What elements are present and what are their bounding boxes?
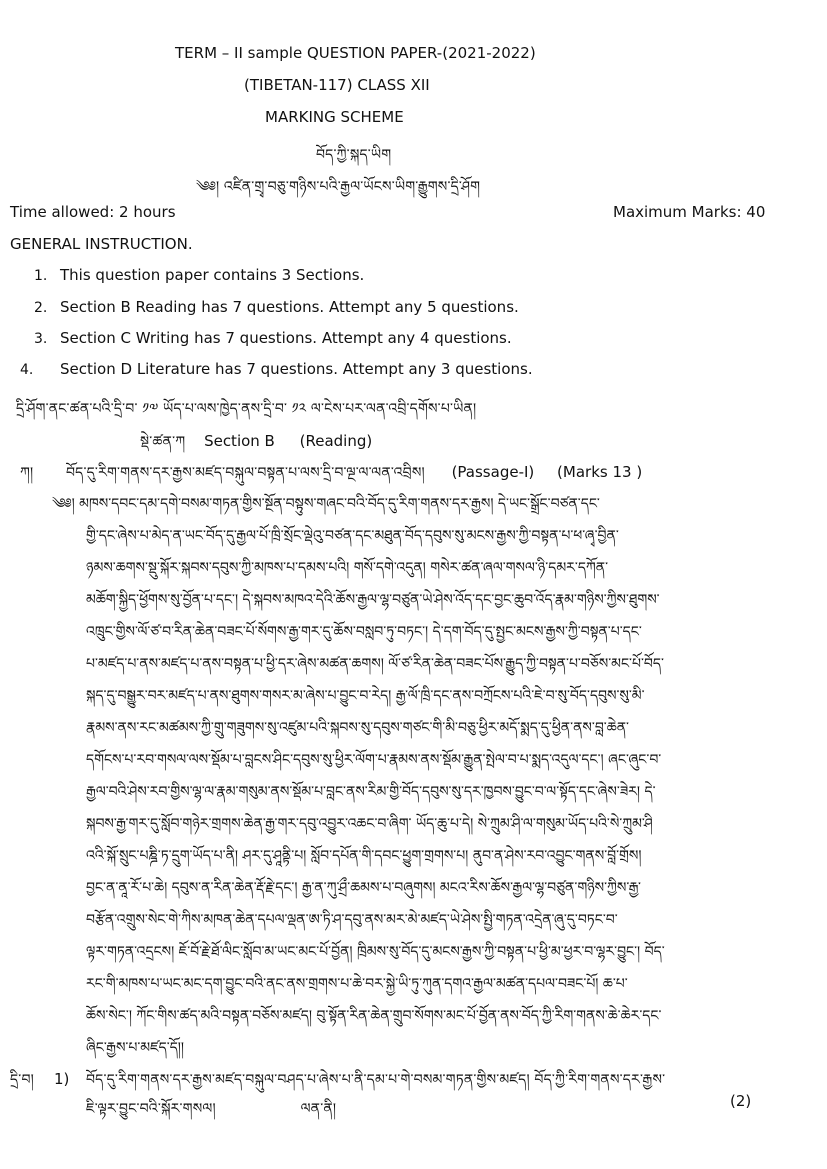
instruction-text: Section B Reading has 7 questions. Attempt any 5 questions. <box>60 298 519 316</box>
passage-line: ཞིང་རྒྱས་པ་མཛད་དོ།། <box>86 1040 185 1056</box>
instruction-text: Section D Literature has 7 questions. Attempt any 3 questions. <box>60 360 533 378</box>
section-type: (Reading) <box>299 432 373 450</box>
passage-label: (Passage-I) <box>451 463 535 481</box>
instructions-heading: GENERAL INSTRUCTION. <box>10 235 193 253</box>
passage-line: རྣམས་ནས་རང་མཚམས་ཀྱི་གྲུ་གཟུགས་སུ་འཛུམ་པའི་སྐབས་སུ་དབུས་གཙང་གི་མི་བཅུ་ཕྱིར་མདོ་སྨད་དུ་ཕྱིན་ནས་བླ་ཆེན་ <box>86 720 629 736</box>
question-ka-text: བོད་དུ་རིག་གནས་དར་རྒྱས་མཛད་བསྐུལ་བསྟན་པ་ལས་དྲི་བ་ལྔ་ལ་ལན་འབྲིས། <box>66 465 425 481</box>
maximum-marks: Maximum Marks: 40 <box>613 203 766 221</box>
passage-line: རྒྱལ་བའི་ཤེས་རབ་གྱིས་ལྷ་ལ་རྣམ་གསུམ་ནས་སྡོམ་པ་བླང་ནས་རིམ་གྱི་བོད་དབུས་སུ་དར་ཁྱབས་བྱུང་བ་ལ་སྟོད་དང་ཞེས་ཟེར། དེ་ <box>86 784 656 800</box>
passage-line: སྐད་དུ་བསྒྱུར་བར་མཛད་པ་ནས་ཐུགས་གསར་མ་ཞེས་པ་བྱུང་བ་རེད། རྒྱ་ལོ་ཁྲི་དང་ནས་བཀྲོངས་པའི་ཇེ་བ་སུ་བོད་དབུས་སུ་མི་ <box>86 688 645 704</box>
instruction-text: This question paper contains 3 Sections. <box>60 266 365 284</box>
passage-line: གྱི་དང་ཞེས་པ་མེད་ན་ཡང་བོད་དུ་རྒྱལ་པོ་ཁྲི་སྲོང་ལྡེའུ་བཙན་དང་མཐུན་བོད་དབུས་སུ་མངས་རྒྱས་ཀྱི་བསྟན་པ་ཕ་ཞྭ་བྱིན་ <box>86 528 619 544</box>
tibetan-language-heading: བོད་ཀྱི་སྐད་ཡིག <box>316 147 392 163</box>
passage-line: འའི་སྐོ་སྲུང་པཎྜི་ཏ་དྲུག་ཡོད་པ་ནི། ཤར་དུ་ཤཱནྟི་པ། སློབ་དཔོན་གི་དབང་ཕྱུག་གྲགས་པ། ནུབ་ན་ཤེས་རབ་འབྱུང་གནས་བློ་གྲོས། <box>86 848 642 864</box>
passage-line: མཆོག་སྐྱིད་ཕྱོགས་སུ་བྱོན་པ་དང་། དེ་སྐབས་མཁའ་དེའི་ཆོས་རྒྱལ་ལྷ་བཙུན་ཡེ་ཤེས་འོད་དང་བྱང་ཆུབ་འོད་རྣམ་གཉིས་ཀྱིས་ཐུགས་ <box>86 592 660 608</box>
section-tibetan-label: སྡེ་ཚན་ཀ <box>140 434 186 450</box>
tibetan-instruction-note: དྲི་ཤོག་ནང་ཚན་པའི་དྲི་བ་ ༡༧ ཡོད་པ་ལས་ཁྱེད་ནས་དྲི་བ་ ༡༢ ལ་ངེས་པར་ལན་འབྲི་དགོས་པ་ཡིན། <box>16 401 477 417</box>
instruction-text: Section C Writing has 7 questions. Attempt any 4 questions. <box>60 329 512 347</box>
paper-title: TERM – II sample QUESTION PAPER-(2021-2022) <box>175 44 536 62</box>
answer-label: ལན་ནི། <box>300 1101 337 1117</box>
passage-line: བརྩོན་འགྲུས་སེང་གེ་ཀིས་མཁན་ཆེན་དཔལ་ལྡན་ཨ་ཏི་ཤ་དབུ་ནས་མར་མེ་མཛད་ཡེ་ཤེས་སྤྱི་གཏན་འདྲེན་ཞུ་དུ་བཏང་བ་ <box>86 912 618 928</box>
question-text-continued: ཇི་ལྟར་བྱུང་བའི་སྐོར་གསལ། <box>86 1101 216 1117</box>
passage-line: ལྟར་གཏན་འདྲངས། ཇོ་བོ་རྗེ་ཐོ་ལིང་སློབ་མ་ཡང་མང་པོ་བྱོན། ཁྲིམས་སུ་བོད་དུ་མངས་རྒྱས་ཀྱི་བསྟན་པ་ཕྱི་མ་ཕྱར་བ་ལྷར་བྱུང་། བོད་ <box>86 944 665 960</box>
question-1-marks: (2) <box>730 1092 752 1110</box>
time-allowed: Time allowed: 2 hours <box>10 203 176 221</box>
passage-line: དགོངས་པ་རབ་གསལ་ལས་སྡོམ་པ་བླངས་ཤིང་དབུས་སུ་ཕྱིར་ལོག་པ་རྣམས་ནས་སྡོམ་རྒྱུན་སྤེལ་བ་པ་སྨད་འདུལ་དང་། ཞང་ཞུང་བ་ <box>86 752 662 768</box>
question-1-line-2 <box>86 1092 336 1132</box>
instruction-item <box>20 360 533 378</box>
passage-line: བྱང་ན་ནཱ་རོ་པ་ཆེ། དབུས་ན་རིན་ཆེན་རྡོ་རྗེ་དང་། རྒྱ་ན་ཀུ་ཤྲྀ་ཆམས་པ་བཞུགས། མངའ་རིས་ཆོས་རྒྱལ་ལྷ་བཙུན་གཉིས་ཀྱིས་རྒྱ་ <box>86 880 641 896</box>
instruction-number: 4. <box>20 362 34 378</box>
passage-line: འཁྲུང་གྱིས་ལོ་ཙ་བ་རིན་ཆེན་བཟང་པོ་སོགས་རྒྱ་གར་དུ་ཆོས་བསླབ་ཏུ་བཏང་། དེ་དག་བོད་དུ་སྤྱང་མངས་རྒྱས་ཀྱི་བསྟན་པ་དང་ <box>86 624 642 640</box>
passage-marks: (Marks 13 ) <box>557 463 643 481</box>
question-text: བོད་དུ་རིག་གནས་དར་རྒྱས་མཛད་བསྐུལ་བཤད་པ་ཞེས་པ་ནི་དམ་པ་གེ་བསམ་གཏན་གྱིས་མཛད། བོད་ཀྱི་རིག་གནས་དར་རྒྱས་ <box>86 1072 666 1088</box>
passage-line: ཆོས་སེང་། ཀོང་གིས་ཚད་མའི་བསྟན་བཅོས་མཛད། བུ་སྟོན་རིན་ཆེན་གྲུབ་སོགས་མང་པོ་བྱོན་ནས་བོད་ཀྱི་རིག་གནས་ཆེ་ཆེར་དང་ <box>86 1008 662 1024</box>
instruction-number: 2. <box>34 300 48 316</box>
instruction-number: 1. <box>34 268 48 284</box>
instruction-number: 3. <box>34 331 48 347</box>
instruction-item <box>34 266 364 284</box>
question-marker: དྲི་བ། <box>10 1072 34 1088</box>
question-ka-marker: ཀ། <box>20 465 34 481</box>
marking-scheme: MARKING SCHEME <box>265 108 404 126</box>
passage-line: པ་མཛད་པ་ནས་མཛད་པ་ནས་བསྟན་པ་ཕྱི་དར་ཞེས་མཚན་ཆགས། ལོ་ཙ་རིན་ཆེན་བཟང་པོས་རྒྱུད་ཀྱི་བསྟན་པ་བཅོས་མང་པོ་བོད་ <box>86 656 664 672</box>
section-name: Section B <box>204 432 275 450</box>
passage-line: རང་གི་མཁས་པ་ཡང་མང་དག་བྱུང་བའི་ནང་ནས་གྲགས་པ་ཆེ་བར་སྐྱེ་ཡི་ཏུ་ཀུན་དགའ་རྒྱལ་མཚན་དཔལ་བཟང་པོ། ཆ་པ་ <box>86 976 628 992</box>
passage-line: ༄༅། མཁས་དབང་དམ་དགེ་བསམ་གཏན་གྱིས་སྔོན་བསྟུས་གཞང་བའི་བོད་དུ་རིག་གནས་དར་རྒྱས། དེ་ཡང་སྒྲོང་བཙན་དང་ <box>52 496 600 512</box>
passage-line: ཉམས་ཆགས་སྡུ་སྐོར་སྐབས་དབུས་ཀྱི་མཁས་པ་དམས་པའི། གསོ་དགེ་འདུན། གསེར་ཚན་ཞལ་གསལ་ཉི་དམར་དཀོན་ <box>86 560 609 576</box>
tibetan-title: ༄༅། འཛིན་གྲྭ་བཅུ་གཉིས་པའི་རྒྱལ་ཡོངས་ཡིག་རྒྱུགས་དྲི་ཤོག <box>196 179 481 195</box>
passage-line: སྐབས་རྒྱ་གར་དུ་སློབ་གཉེར་གྲགས་ཆེན་རྒྱ་གར་དབུ་འབྱུར་འཆང་བ་ཞིག་ ཡོད་ཆུ་པ་དེ། སེ་ཀྲུམ་ཤི་ལ་གསུམ་ཡོད་པའི་སེ་ཀྲུམ་ཤི <box>86 816 653 832</box>
question-number: 1) <box>54 1070 70 1088</box>
instruction-item <box>34 298 519 316</box>
instruction-item <box>34 329 512 347</box>
subject-line: (TIBETAN-117) CLASS XII <box>244 76 430 94</box>
